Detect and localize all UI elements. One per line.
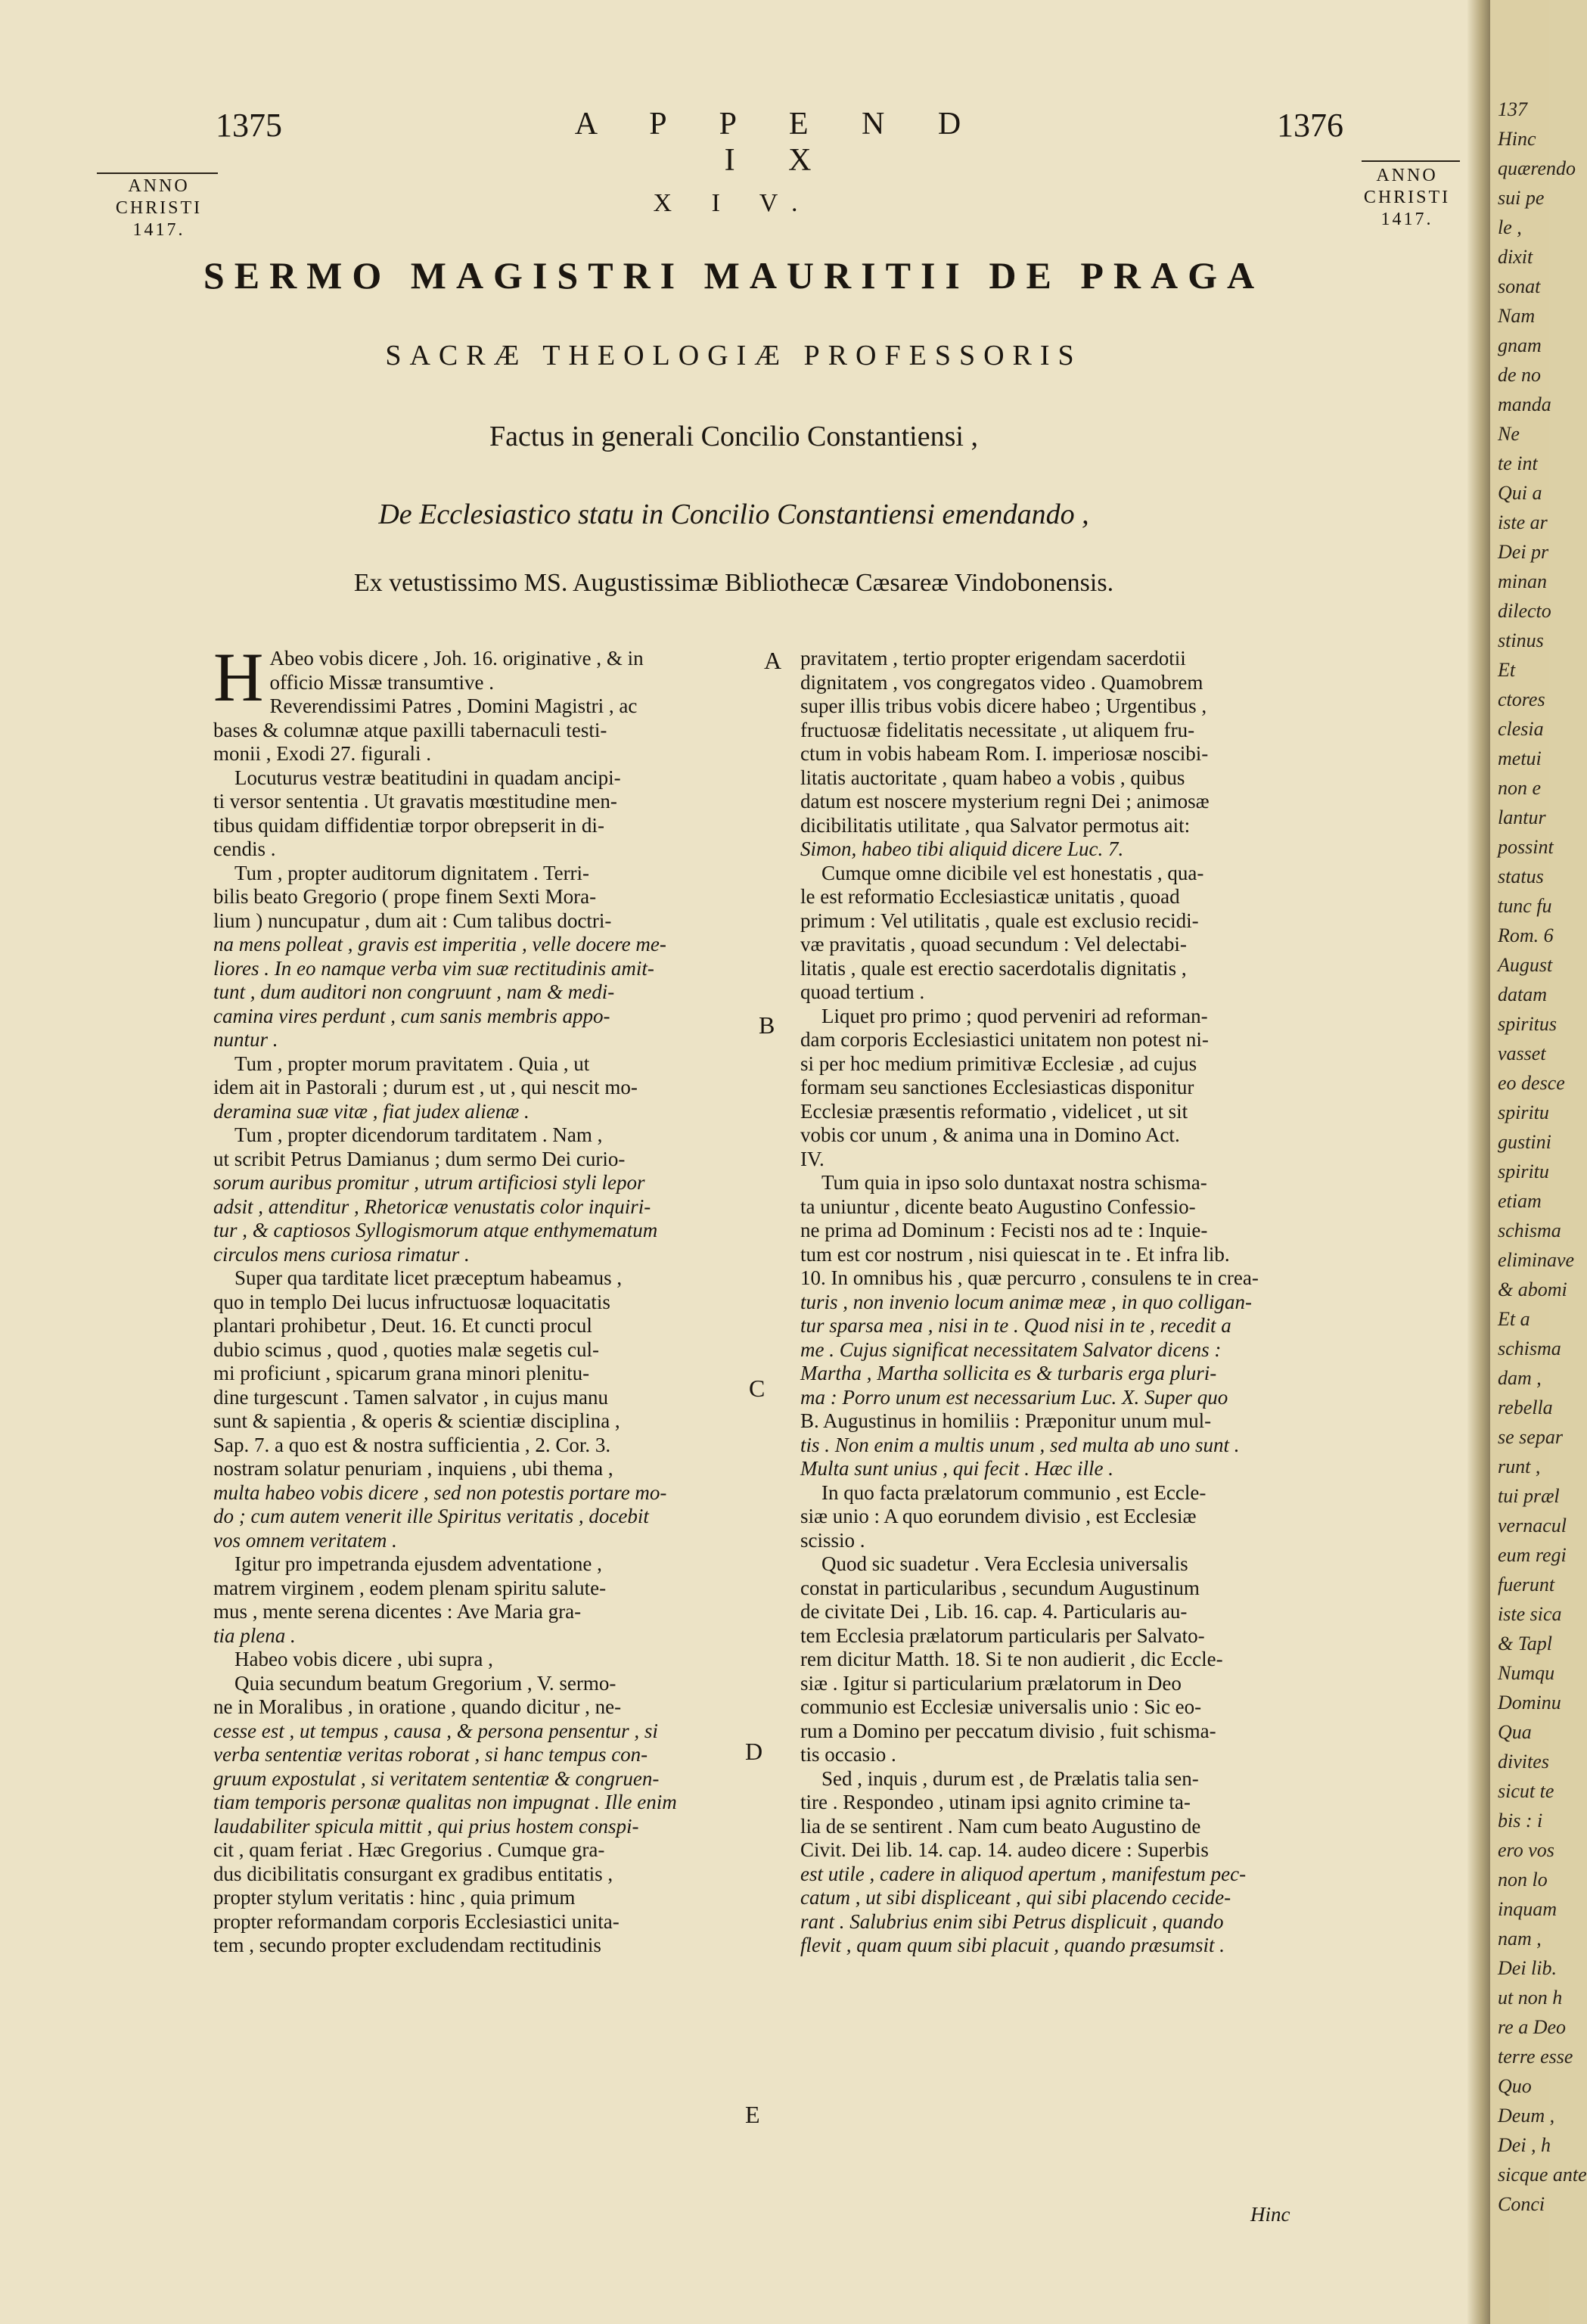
next-page-line: vernacul — [1498, 1515, 1567, 1536]
next-page-line: Nam — [1498, 305, 1536, 327]
text-column-left — [213, 638, 752, 1958]
next-page-line: sonat — [1498, 275, 1541, 297]
next-page-line: tunc fu — [1498, 895, 1552, 917]
text-line: propter reformandam corporis Ecclesiastici unita- — [213, 1909, 620, 1933]
next-page-line: dixit — [1498, 246, 1533, 268]
text-line: rant . Salubrius enim sibi Petrus displicuit , quando — [800, 1909, 1224, 1933]
text-line: dine turgescunt . Tamen salvator , in cujus manu — [213, 1385, 609, 1409]
text-line: deramina suæ vitæ , fiat judex alienæ . — [213, 1099, 530, 1123]
text-line: circulos mens curiosa rimatur . — [213, 1242, 470, 1266]
page-number-left: 1375 — [216, 107, 282, 144]
text-line: vobis cor unum , & anima una in Domino Act. — [800, 1123, 1180, 1146]
text-line: Sap. 7. a quo est & nostra sufficientia , 2. Cor. 3. — [213, 1433, 611, 1456]
text-line: tem Ecclesia prælatorum particularis per Salvato- — [800, 1623, 1205, 1647]
text-line: ta uniuntur , dicente beato Augustino Confessio- — [800, 1195, 1196, 1218]
next-page-line: gustini — [1498, 1131, 1551, 1153]
text-line: væ pravitatis , quoad secundum : Vel delectabi- — [800, 933, 1187, 955]
next-page-line: rebella — [1498, 1397, 1553, 1418]
text-line: rem dicitur Matth. 18. Si te non audierit , dic Eccle- — [800, 1648, 1223, 1670]
text-line: siæ unio : A quo eorundem divisio , est Ecclesiæ — [800, 1505, 1197, 1527]
section-letter: A — [764, 647, 782, 674]
text-line: ma : Porro unum est necessarium Luc. X. Super quo — [800, 1385, 1228, 1409]
text-line: bases & columnæ atque paxilli tabernaculi testi- — [213, 718, 607, 741]
margin-note-line: 1417. — [132, 220, 185, 240]
text-line: sorum auribus promitur , utrum artificiosi styli lepor — [213, 1171, 645, 1194]
next-page-line: metui — [1498, 747, 1542, 769]
sermon-title: SERMO MAGISTRI MAURITII DE PRAGA — [203, 254, 1265, 297]
text-line: 10. In omnibus his , quæ percurro , consulens te in crea- — [800, 1266, 1259, 1289]
next-page-line: Dei pr — [1498, 541, 1549, 563]
text-line: Cumque omne dicibile vel est honestatis , qua- — [821, 861, 1204, 884]
text-line: Tum , propter morum pravitatem . Quia , ut — [234, 1052, 590, 1075]
author-subtitle: SACRÆ THEOLOGIÆ PROFESSORIS — [385, 340, 1082, 371]
text-line: si per hoc medium primitivæ Ecclesiæ , ad cujus — [800, 1052, 1197, 1075]
text-line: formam seu sanctiones Ecclesiasticas disponitur — [800, 1076, 1194, 1098]
next-page-line: Et — [1498, 659, 1516, 681]
text-line: tis . Non enim a multis unum , sed multa ab uno sunt . — [800, 1433, 1240, 1456]
text-line: cit , quam feriat . Hæc Gregorius . Cumque gra- — [213, 1838, 605, 1861]
text-line: ne in Moralibus , in oratione , quando dicitur , ne- — [213, 1695, 622, 1718]
next-page-line: sui pe — [1498, 187, 1545, 209]
text-line: litatis , quale est erectio sacerdotalis dignitatis , — [800, 956, 1187, 980]
text-line: Super qua tarditate licet præceptum habeamus , — [234, 1266, 623, 1289]
margin-note-line: CHRISTI — [1363, 188, 1451, 207]
text-line: Tum , propter auditorum dignitatem . Terri- — [234, 861, 590, 884]
text-line: In quo facta prælatorum communio , est Eccle- — [821, 1480, 1207, 1504]
text-line: tiam temporis personæ qualitas non impugnat . Ille enim — [213, 1791, 677, 1813]
margin-note-line: ANNO — [128, 176, 190, 196]
text-line: liores . In eo namque verba vim suæ rectitudinis amit- — [213, 956, 654, 980]
text-line: B. Augustinus in homiliis : Præponitur unum mul- — [800, 1409, 1212, 1432]
text-line: datum est noscere mysterium regni Dei ; animosæ — [800, 790, 1210, 812]
text-line: communio est Ecclesiæ universalis unio : Sic eo- — [800, 1695, 1202, 1718]
next-page-line: iste ar — [1498, 511, 1548, 533]
next-page-line: eum regi — [1498, 1544, 1567, 1566]
margin-rule-right — [1362, 160, 1460, 162]
text-line: super illis tribus vobis dicere habeo ; Urgentibus , — [800, 694, 1207, 717]
section-letter: D — [745, 1738, 763, 1765]
text-line: pravitatem , tertio propter erigendam sacerdotii — [800, 647, 1186, 670]
next-page-line: se separ — [1498, 1426, 1563, 1448]
next-page-line: spiritu — [1498, 1160, 1549, 1182]
text-line: tur sparsa mea , nisi in te . Quod nisi in te , recedit a — [800, 1314, 1231, 1337]
text-line: tia plena . — [213, 1623, 296, 1647]
text-line: dignitatem , vos congregatos video . Quamobrem — [800, 670, 1203, 694]
next-page-line: Dominu — [1498, 1692, 1561, 1713]
next-page-line: sicut te — [1498, 1780, 1554, 1802]
next-page-line: schisma — [1498, 1338, 1561, 1359]
text-line: catum , ut sibi displiceant , qui sibi placendo cecide- — [800, 1886, 1231, 1909]
text-line: Ecclesiæ præsentis reformatio , videlicet , ut sit — [800, 1099, 1188, 1123]
text-line: gruum expostulat , si veritatem sententiæ & congruen- — [213, 1766, 660, 1790]
text-column-right — [800, 647, 1339, 1958]
next-page-line: re a Deo — [1498, 2016, 1567, 2038]
next-page-line: August — [1498, 954, 1553, 976]
next-page-line: manda — [1498, 393, 1551, 415]
text-line: flevit , quam quum sibi placuit , quando præsumsit . — [800, 1934, 1225, 1956]
text-line: dam corporis Ecclesiastici unitatem non potest ni- — [800, 1028, 1209, 1051]
text-line: Liquet pro primo ; quod perveniri ad reforman- — [821, 1004, 1208, 1027]
text-line: dubio scimus , quod , quoties malæ segetis cul- — [213, 1338, 599, 1361]
text-line: sunt & sapientia , & operis & scientiæ disciplina , — [213, 1409, 620, 1432]
text-line: tis occasio . — [800, 1743, 896, 1766]
text-line: lium ) nuncupatur , dum ait : Cum talibus doctri- — [213, 909, 612, 932]
text-line: dus dicibilitatis consurgant ex gradibus entitatis , — [213, 1862, 613, 1885]
text-line: tem , secundo propter excludendam rectitudinis — [213, 1934, 601, 1956]
next-page-line: Qua — [1498, 1721, 1532, 1743]
next-page-line: Qui a — [1498, 482, 1542, 504]
text-line: multa habeo vobis dicere , sed non potestis portare mo- — [213, 1480, 667, 1504]
next-page-line: dilecto — [1498, 600, 1551, 622]
occasion-line: Factus in generali Concilio Constantiensi , — [489, 421, 978, 452]
text-line: fructuosæ fidelitatis necessitate , ut aliquem fru- — [800, 718, 1195, 741]
next-page-line: nam , — [1498, 1928, 1542, 1950]
next-page-line: Et a — [1498, 1308, 1530, 1330]
text-line: tum est cor nostrum , nisi quiescat in te . Et infra lib. — [800, 1242, 1230, 1266]
text-line: Sed , inquis , durum est , de Prælatis talia sen- — [821, 1766, 1199, 1790]
next-page-line: le , — [1498, 216, 1522, 238]
text-line: Tum quia in ipso solo duntaxat nostra schisma- — [821, 1171, 1207, 1194]
next-page-line: minan — [1498, 570, 1547, 592]
text-line: Reverendissimi Patres , Domini Magistri , ac — [269, 694, 638, 717]
next-page-line: divites — [1498, 1751, 1549, 1773]
text-line: Habeo vobis dicere , ubi supra , — [234, 1648, 493, 1670]
margin-note-line: CHRISTI — [115, 198, 203, 218]
text-line: scissio . — [800, 1528, 865, 1552]
next-page-line: ero vos — [1498, 1839, 1554, 1861]
text-line: na mens polleat , gravis est imperitia , velle docere me- — [213, 933, 666, 955]
text-line: adsit , attenditur , Rhetoricæ venustatis color inquiri- — [213, 1195, 651, 1218]
next-page-line: runt , — [1498, 1456, 1541, 1477]
next-page-line: ut non h — [1498, 1987, 1563, 2009]
next-page-line: iste sica — [1498, 1603, 1562, 1625]
text-line: nostram solatur penuriam , inquiens , ubi thema , — [213, 1457, 613, 1480]
text-line: ctum in vobis habeam Rom. I. imperiosæ noscibi- — [800, 742, 1209, 765]
next-page-line: bis : i — [1498, 1810, 1543, 1832]
text-line: tunt , dum auditori non congruunt , nam & medi- — [213, 980, 615, 1003]
text-line: lia de se sentirent . Nam cum beato Augustino de — [800, 1814, 1201, 1838]
margin-rule-left — [97, 172, 218, 174]
next-page-line: Quo — [1498, 2075, 1532, 2097]
text-line: quoad tertium . — [800, 980, 925, 1003]
next-page-line: schisma — [1498, 1219, 1561, 1241]
next-page-line: dam , — [1498, 1367, 1542, 1389]
section-letter: E — [745, 2101, 760, 2128]
next-page-line: Dei , h — [1498, 2134, 1551, 2156]
text-line: ne prima ad Dominum : Fecisti nos ad te : Inquie- — [800, 1219, 1208, 1241]
text-line: officio Missæ transumtive . — [269, 670, 494, 694]
next-page-line: & abomi — [1498, 1279, 1567, 1300]
text-line: propter stylum veritatis : hinc , quia primum — [213, 1886, 576, 1909]
next-page-line: ctores — [1498, 688, 1545, 710]
next-page-line: etiam — [1498, 1190, 1542, 1212]
next-page-line: inquam — [1498, 1898, 1557, 1920]
text-line: verba sententiæ veritas roborat , si hanc tempus con- — [213, 1743, 648, 1766]
next-page-line: quærendo — [1498, 157, 1576, 179]
text-line: plantari prohibetur , Deut. 16. Et cuncti procul — [213, 1314, 592, 1337]
text-line: nuntur . — [213, 1028, 278, 1051]
text-line: constat in particularibus , secundum Augustinum — [800, 1576, 1200, 1599]
text-line: Abeo vobis dicere , Joh. 16. originative , & in — [269, 647, 644, 670]
next-page-line: Deum , — [1498, 2105, 1555, 2127]
next-page-line: Dei lib. — [1498, 1957, 1557, 1979]
text-line: siæ . Igitur si particularium prælatorum in Deo — [800, 1671, 1182, 1695]
next-page-line: sicque ante — [1498, 2164, 1587, 2186]
next-page-line: spiritus — [1498, 1013, 1557, 1035]
next-page-line: gnam — [1498, 334, 1542, 356]
next-page-line: lantur — [1498, 806, 1546, 828]
text-line: laudabiliter spicula mittit , qui prius hostem conspi- — [213, 1814, 639, 1838]
text-line: idem ait in Pastorali ; durum est , ut , qui nescit mo- — [213, 1076, 638, 1098]
catchword: Hinc — [1250, 2203, 1290, 2226]
margin-note-line: ANNO — [1376, 166, 1438, 185]
text-line: Simon, habeo tibi aliquid dicere Luc. 7. — [800, 837, 1124, 860]
text-line: quo in templo Dei lucus infructuosæ loquacitatis — [213, 1290, 610, 1313]
next-page-line: clesia — [1498, 718, 1544, 740]
text-line: cendis . — [213, 837, 276, 860]
next-page-line: non e — [1498, 777, 1542, 799]
text-line: Martha , Martha sollicita es & turbaris erga pluri- — [800, 1362, 1217, 1384]
next-page-line: & Tapl — [1498, 1633, 1553, 1654]
text-line: tibus quidam diffidentiæ torpor obrepserit in di- — [213, 813, 604, 837]
page-number-right: 1376 — [1277, 107, 1343, 144]
text-line: ut scribit Petrus Damianus ; dum sermo Dei curio- — [213, 1147, 626, 1170]
text-line: Quia secundum beatum Gregorium , V. sermo- — [234, 1671, 616, 1695]
next-page-line: fuerunt — [1498, 1574, 1555, 1595]
text-line: me . Cujus significat necessitatem Salvator dicens : — [800, 1338, 1222, 1361]
book-gutter — [1467, 0, 1490, 2324]
text-line: vos omnem veritatem . — [213, 1528, 397, 1552]
text-line: monii , Exodi 27. figurali . — [213, 742, 431, 765]
next-page-line: non lo — [1498, 1869, 1548, 1891]
next-page-line: Numqu — [1498, 1662, 1555, 1684]
text-line: Locuturus vestræ beatitudini in quadam ancipi- — [234, 766, 621, 789]
text-line: dicibilitatis utilitate , qua Salvator permotus ait: — [800, 813, 1191, 837]
text-line: primum : Vel utilitatis , quale est exclusio recidi- — [800, 909, 1199, 932]
next-page-fragment — [1490, 0, 1587, 2324]
text-line: cesse est , ut tempus , causa , & persona pensentur , si — [213, 1719, 658, 1742]
next-page-line: possint — [1498, 836, 1554, 858]
text-line: de civitate Dei , Lib. 16. cap. 4. Particularis au- — [800, 1600, 1188, 1623]
text-line: camina vires perdunt , cum sanis membris appo- — [213, 1004, 610, 1027]
drop-cap: H — [213, 638, 264, 716]
text-line: Civit. Dei lib. 14. cap. 14. audeo dicere : Superbis — [800, 1838, 1209, 1861]
text-line: le est reformatio Ecclesiasticæ unitatis , quoad — [800, 885, 1180, 908]
next-page-line: eo desce — [1498, 1072, 1565, 1094]
text-line: Multa sunt unius , qui fecit . Hæc ille . — [800, 1457, 1113, 1480]
next-page-line: stinus — [1498, 629, 1544, 651]
next-page-line: te int — [1498, 452, 1538, 474]
source-line: Ex vetustissimo MS. Augustissimæ Bibliothecæ Cæsareæ Vindobonensis. — [353, 569, 1114, 597]
next-page-line: status — [1498, 865, 1544, 887]
next-page-line: vasset — [1498, 1042, 1546, 1064]
running-title: A P P E N D I X — [574, 107, 984, 178]
text-line: tire . Respondeo , utinam ipsi agnito crimine ta- — [800, 1791, 1191, 1813]
text-line: ti versor sententia . Ut gravatis mœstitudine men- — [213, 790, 617, 812]
text-line: Igitur pro impetranda ejusdem adventatione , — [234, 1552, 602, 1575]
text-line: litatis auctoritate , quam habeo a vobis , quibus — [800, 766, 1185, 789]
next-page-line: de no — [1498, 364, 1542, 386]
next-page-line: Rom. 6 — [1498, 924, 1554, 946]
next-page-line: 137 — [1498, 98, 1527, 120]
next-page-line: spiritu — [1498, 1101, 1549, 1123]
next-page-line: Conci — [1498, 2193, 1545, 2215]
next-page-line: Hinc — [1498, 128, 1536, 150]
next-page-line: Ne — [1498, 423, 1520, 445]
text-line: est utile , cadere in aliquod apertum , manifestum pec- — [800, 1862, 1247, 1885]
section-letter: B — [759, 1011, 775, 1039]
text-line: Tum , propter dicendorum tarditatem . Nam , — [234, 1123, 603, 1146]
text-line: bilis beato Gregorio ( prope finem Sexti Mora- — [213, 885, 597, 908]
margin-note-line: 1417. — [1380, 210, 1433, 229]
text-line: IV. — [800, 1147, 825, 1170]
section-number: X I V. — [653, 189, 815, 217]
topic-line: De Ecclesiastico statu in Concilio Constantiensi emendando , — [378, 499, 1089, 530]
text-line: tur , & captiosos Syllogismorum atque enthymematum — [213, 1219, 658, 1241]
text-line: rum a Domino per peccatum divisio , fuit schisma- — [800, 1719, 1216, 1742]
text-line: turis , non invenio locum animæ meæ , in quo colligan- — [800, 1290, 1252, 1313]
next-page-line: tui præl — [1498, 1485, 1560, 1507]
text-line: mi proficiunt , spicarum grana minori plenitu- — [213, 1362, 590, 1384]
next-page-line: datam — [1498, 983, 1547, 1005]
text-line: Quod sic suadetur . Vera Ecclesia universalis — [821, 1552, 1188, 1575]
text-line: mus , mente serena dicentes : Ave Maria gra- — [213, 1600, 582, 1623]
text-line: do ; cum autem venerit ille Spiritus veritatis , docebit — [213, 1505, 649, 1527]
next-page-line: eliminave — [1498, 1249, 1575, 1271]
section-letter: C — [749, 1375, 766, 1402]
next-page-line: terre esse — [1498, 2046, 1573, 2068]
text-line: matrem virginem , eodem plenam spiritu salute- — [213, 1576, 607, 1599]
